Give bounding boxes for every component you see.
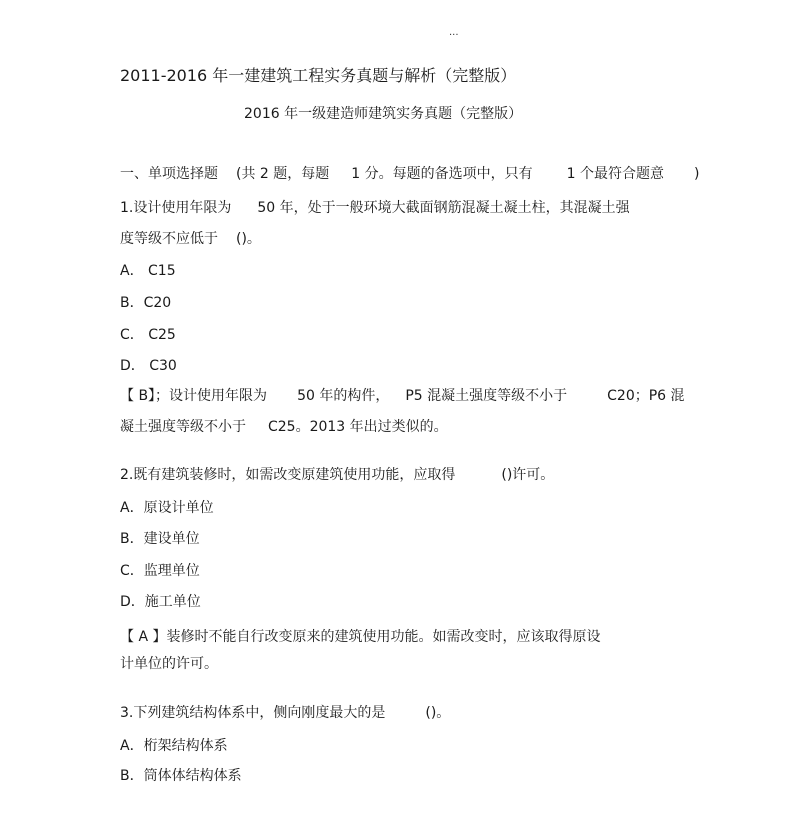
q3-stem-line1-a: 3.下列建筑结构体系中，侧向刚度最大的是 — [120, 705, 386, 721]
q1-answer-line1-d: C20；P6 混 — [607, 388, 685, 404]
q1-stem-line2-b: ()。 — [236, 231, 261, 247]
q2-stem-line1-a: 2.既有建筑装修时，如需改变原建筑使用功能，应取得 — [120, 467, 456, 483]
q2-option-a: A．原设计单位 — [120, 500, 214, 516]
q3-stem-line1-b: ()。 — [425, 705, 451, 721]
q1-stem-line1-b: 50 年，处于一般环境大截面钢筋混凝土凝土柱，其混凝土强 — [257, 200, 630, 216]
q1-answer-line2-a: 凝土强度等级不小于 — [120, 419, 246, 435]
q1-stem-line2 — [120, 230, 261, 248]
section-heading-part-c: 1 分。每题的备选项中，只有 — [351, 166, 533, 182]
section-heading-part-a: 一、单项选择题 — [120, 166, 218, 182]
section-heading-part-e: ) — [694, 166, 700, 182]
q1-answer-line1-a: 【 B】；设计使用年限为 — [120, 388, 268, 404]
q3-option-b: B．筒体体结构体系 — [120, 768, 242, 784]
q3-option-a: A．桁架结构体系 — [120, 738, 228, 754]
q2-stem-line1-b: ()许可。 — [501, 467, 555, 483]
section-heading-part-d: 1 个最符合题意 — [566, 166, 664, 182]
q1-stem-line2-a: 度等级不应低于 — [120, 231, 218, 247]
q1-option-b: B．C20 — [120, 295, 172, 311]
q1-stem-line1-a: 1.设计使用年限为 — [120, 200, 232, 216]
q1-answer-line1-b: 50 年的构件， — [297, 388, 390, 404]
q1-option-d: D． C30 — [120, 358, 177, 374]
q2-answer-line2: 计单位的许可。 — [120, 656, 218, 672]
q1-option-a: A． C15 — [120, 263, 176, 279]
q1-answer-line1-c: P5 混凝土强度等级不小于 — [405, 388, 568, 404]
q3-stem-line1 — [120, 704, 450, 722]
q2-option-c: C．监理单位 — [120, 563, 200, 579]
q1-stem-line1 — [120, 199, 630, 217]
section-heading-part-b: (共 2 题，每题 — [236, 166, 330, 182]
q2-option-d: D．施工单位 — [120, 594, 201, 610]
header-ellipsis: ... — [449, 27, 459, 38]
q1-answer-line2-b: C25。2013 年出过类似的。 — [268, 419, 448, 435]
section-heading — [120, 165, 699, 183]
q1-answer-line2 — [120, 418, 448, 436]
q2-answer-line1: 【 A 】装修时不能自行改变原来的建筑使用功能。如需改变时，应该取得原设 — [120, 629, 601, 645]
document-subtitle: 2016 年一级建造师建筑实务真题（完整版） — [244, 106, 523, 122]
q2-stem-line1 — [120, 466, 554, 484]
q1-answer-line1 — [120, 387, 685, 405]
q1-option-c: C． C25 — [120, 327, 176, 343]
document-title: 2011-2016 年一建建筑工程实务真题与解析（完整版） — [120, 66, 517, 85]
q2-option-b: B．建设单位 — [120, 531, 200, 547]
